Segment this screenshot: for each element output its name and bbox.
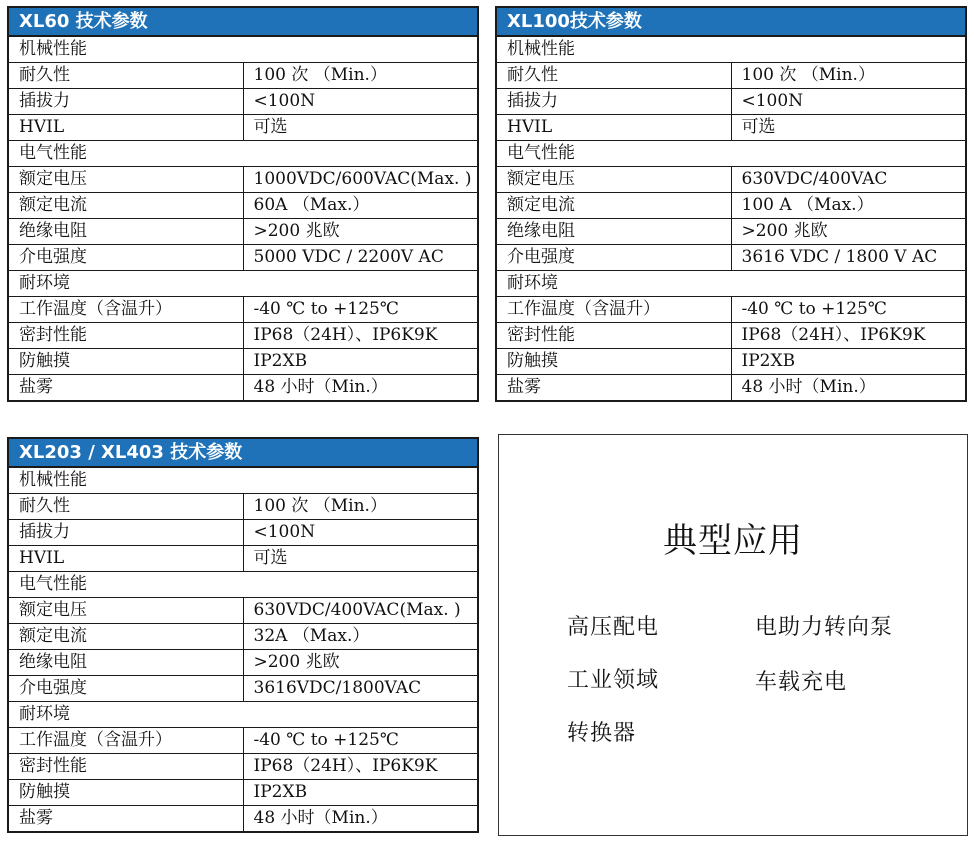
- application-item: 转换器: [567, 721, 637, 746]
- table-row: [497, 245, 965, 271]
- table-row: [9, 598, 477, 624]
- section-row: [9, 37, 477, 63]
- table-row: [497, 375, 965, 401]
- table-row: [497, 193, 965, 219]
- application-item: 电助力转向泵: [755, 615, 894, 640]
- param-value: >200 兆欧: [243, 650, 477, 676]
- param-value: 100 次 （Min.）: [731, 63, 965, 89]
- section-row: [497, 141, 965, 167]
- table-row: [9, 323, 477, 349]
- param-name: 额定电压: [9, 167, 243, 193]
- param-name: 工作温度（含温升）: [9, 297, 243, 323]
- param-name: 插拔力: [497, 89, 731, 115]
- param-name: 防触摸: [497, 349, 731, 375]
- param-name: 工作温度（含温升）: [497, 297, 731, 323]
- param-name: 工作温度（含温升）: [9, 728, 243, 754]
- param-value: -40 ℃ to +125℃: [731, 297, 965, 323]
- param-value: 3616VDC/1800VAC: [243, 676, 477, 702]
- param-value: 48 小时（Min.）: [243, 806, 477, 832]
- param-value: IP68（24H）、IP6K9K: [243, 754, 477, 780]
- param-value: IP2XB: [243, 780, 477, 806]
- table-row: [9, 728, 477, 754]
- param-value: 3616 VDC / 1800 V AC: [731, 245, 965, 271]
- table-row: [9, 806, 477, 832]
- section-row: [9, 572, 477, 598]
- param-value: 可选: [731, 115, 965, 141]
- param-value: 100 A （Max.）: [731, 193, 965, 219]
- table-row: [9, 167, 477, 193]
- section-row: [9, 702, 477, 728]
- table-row: [9, 297, 477, 323]
- param-value: 100 次 （Min.）: [243, 494, 477, 520]
- param-value: >200 兆欧: [243, 219, 477, 245]
- application-item: 车载充电: [755, 670, 848, 695]
- param-value: IP68（24H）、IP6K9K: [243, 323, 477, 349]
- table-row: [9, 676, 477, 702]
- table-row: [9, 624, 477, 650]
- param-value: -40 ℃ to +125℃: [243, 728, 477, 754]
- spec-table-xl100: [495, 6, 967, 402]
- application-item: 工业领域: [567, 668, 660, 693]
- param-name: 介电强度: [497, 245, 731, 271]
- param-name: 介电强度: [9, 676, 243, 702]
- param-name: 密封性能: [9, 754, 243, 780]
- param-name: 绝缘电阻: [497, 219, 731, 245]
- table-row: [497, 115, 965, 141]
- param-name: 额定电压: [497, 167, 731, 193]
- param-name: 额定电流: [497, 193, 731, 219]
- section-row: [9, 271, 477, 297]
- param-value: 60A （Max.）: [243, 193, 477, 219]
- table-row: [497, 167, 965, 193]
- section-label: 机械性能: [507, 39, 575, 59]
- applications-title: 典型应用: [663, 521, 803, 561]
- spec-table-xl203-xl403: [7, 437, 479, 833]
- param-name: 插拔力: [9, 520, 243, 546]
- table-row: [9, 780, 477, 806]
- section-label: 耐环境: [497, 271, 965, 297]
- param-value: 630VDC/400VAC(Max. ): [243, 598, 477, 624]
- table-row: [497, 63, 965, 89]
- spec-table-title: XL203 / XL403 技术参数: [9, 439, 477, 468]
- table-row: [497, 219, 965, 245]
- param-value: 可选: [243, 115, 477, 141]
- table-row: [9, 754, 477, 780]
- table-row: [497, 349, 965, 375]
- section-label: 耐环境: [9, 702, 477, 728]
- application-item: 高压配电: [567, 615, 660, 640]
- spec-table-body: [497, 37, 965, 400]
- spec-table-title: XL100技术参数: [497, 8, 965, 37]
- table-row: [9, 349, 477, 375]
- table-row: [9, 375, 477, 401]
- param-name: HVIL: [497, 115, 731, 141]
- param-name: 防触摸: [9, 780, 243, 806]
- param-name: 介电强度: [9, 245, 243, 271]
- param-value: 可选: [243, 546, 477, 572]
- table-row: [9, 494, 477, 520]
- param-name: 耐久性: [9, 494, 243, 520]
- param-name: 额定电流: [9, 624, 243, 650]
- param-value: IP2XB: [731, 349, 965, 375]
- param-name: 插拔力: [9, 89, 243, 115]
- param-name: 额定电流: [9, 193, 243, 219]
- param-name: HVIL: [9, 115, 243, 141]
- table-row: [497, 297, 965, 323]
- table-row: [9, 520, 477, 546]
- section-row: [497, 271, 965, 297]
- table-row: [497, 323, 965, 349]
- param-value: IP68（24H）、IP6K9K: [731, 323, 965, 349]
- param-name: 绝缘电阻: [9, 650, 243, 676]
- section-label: 机械性能: [19, 470, 87, 490]
- table-row: [9, 63, 477, 89]
- table-row: [9, 89, 477, 115]
- param-name: 盐雾: [497, 375, 731, 401]
- table-row: [9, 546, 477, 572]
- param-value: 48 小时（Min.）: [243, 375, 477, 401]
- param-value: <100N: [243, 520, 477, 546]
- param-name: 额定电压: [9, 598, 243, 624]
- param-name: 密封性能: [497, 323, 731, 349]
- spec-table-xl60: [7, 6, 479, 402]
- typical-applications-panel: [498, 434, 968, 836]
- section-label: 电气性能: [9, 141, 477, 167]
- table-row: [9, 115, 477, 141]
- table-row: [497, 89, 965, 115]
- param-name: 盐雾: [9, 375, 243, 401]
- param-value: <100N: [243, 89, 477, 115]
- section-label: 机械性能: [19, 39, 87, 59]
- param-value: 1000VDC/600VAC(Max. ): [243, 167, 477, 193]
- spec-table-body: [9, 468, 477, 831]
- section-label: 电气性能: [497, 141, 965, 167]
- section-row: [9, 468, 477, 494]
- param-name: 盐雾: [9, 806, 243, 832]
- param-name: 密封性能: [9, 323, 243, 349]
- param-value: 48 小时（Min.）: [731, 375, 965, 401]
- spec-table-title: XL60 技术参数: [9, 8, 477, 37]
- param-value: >200 兆欧: [731, 219, 965, 245]
- param-value: <100N: [731, 89, 965, 115]
- param-value: 5000 VDC / 2200V AC: [243, 245, 477, 271]
- param-name: 耐久性: [497, 63, 731, 89]
- param-name: HVIL: [9, 546, 243, 572]
- param-name: 防触摸: [9, 349, 243, 375]
- param-name: 耐久性: [9, 63, 243, 89]
- param-name: 绝缘电阻: [9, 219, 243, 245]
- table-row: [9, 245, 477, 271]
- section-label: 耐环境: [9, 271, 477, 297]
- section-label: 电气性能: [9, 572, 477, 598]
- table-row: [9, 650, 477, 676]
- section-row: [9, 141, 477, 167]
- param-value: 630VDC/400VAC: [731, 167, 965, 193]
- param-value: -40 ℃ to +125℃: [243, 297, 477, 323]
- param-value: 32A （Max.）: [243, 624, 477, 650]
- section-row: [497, 37, 965, 63]
- param-value: 100 次 （Min.）: [243, 63, 477, 89]
- table-row: [9, 193, 477, 219]
- table-row: [9, 219, 477, 245]
- param-value: IP2XB: [243, 349, 477, 375]
- spec-table-body: [9, 37, 477, 400]
